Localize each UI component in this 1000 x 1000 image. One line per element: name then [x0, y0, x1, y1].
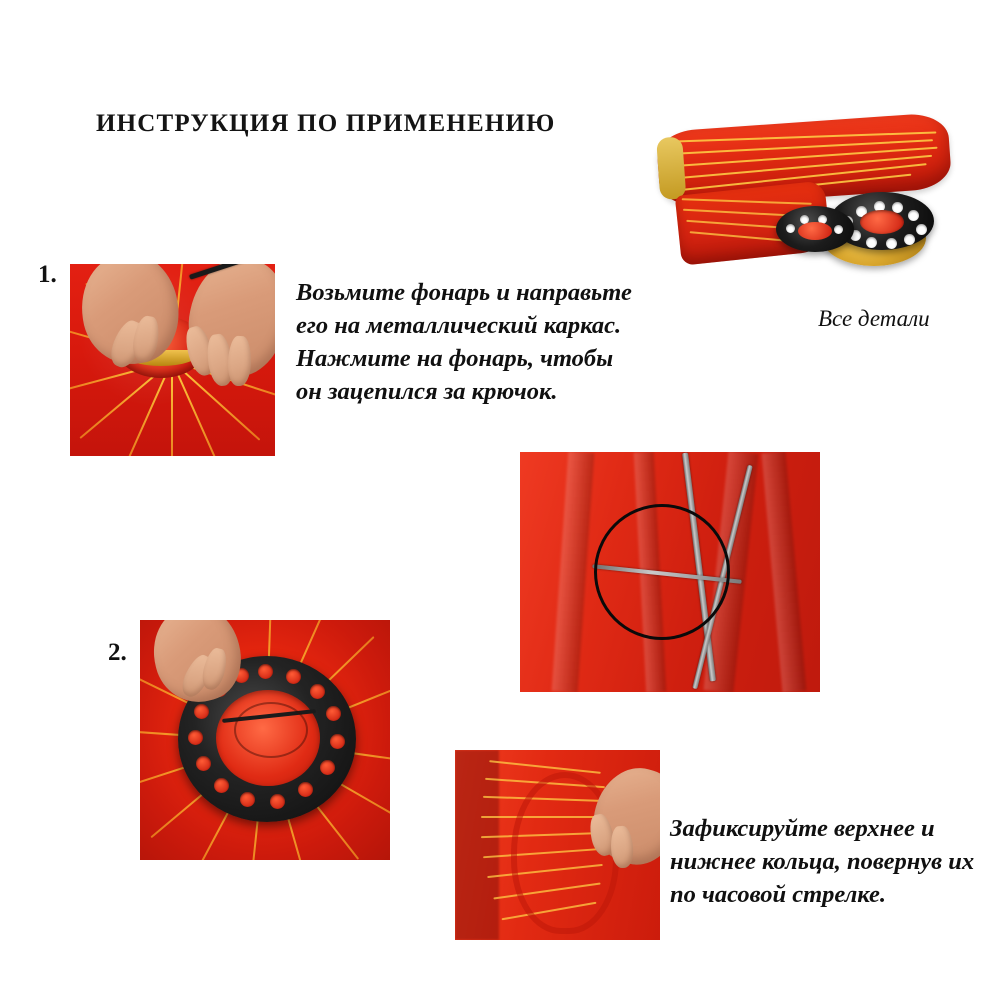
- step-1-text: Возьмите фонарь и направьте его на металлический каркас. Нажмите на фонарь, чтобы он зацепился за крючок.: [296, 279, 632, 405]
- step-number-2: 2.: [108, 639, 127, 666]
- photo-step2-black-ring: [140, 620, 390, 860]
- step-2-text: Зафиксируйте верхнее и нижнее кольца, повернув их по часовой стрелке.: [670, 815, 975, 908]
- photo-step1-hands-on-lantern: [70, 264, 275, 456]
- photo-folded-lantern-in-hand: [455, 750, 660, 940]
- photo-hook-closeup: [520, 452, 820, 692]
- step-number-1: 1.: [38, 261, 57, 288]
- black-ring-part-small: [776, 206, 854, 252]
- page-title: ИНСТРУКЦИЯ ПО ПРИМЕНЕНИЮ: [96, 110, 556, 137]
- photo-parts-overview: [650, 110, 960, 295]
- annotation-circle-hook: [594, 504, 730, 640]
- caption-all-parts: Все детали: [818, 306, 930, 331]
